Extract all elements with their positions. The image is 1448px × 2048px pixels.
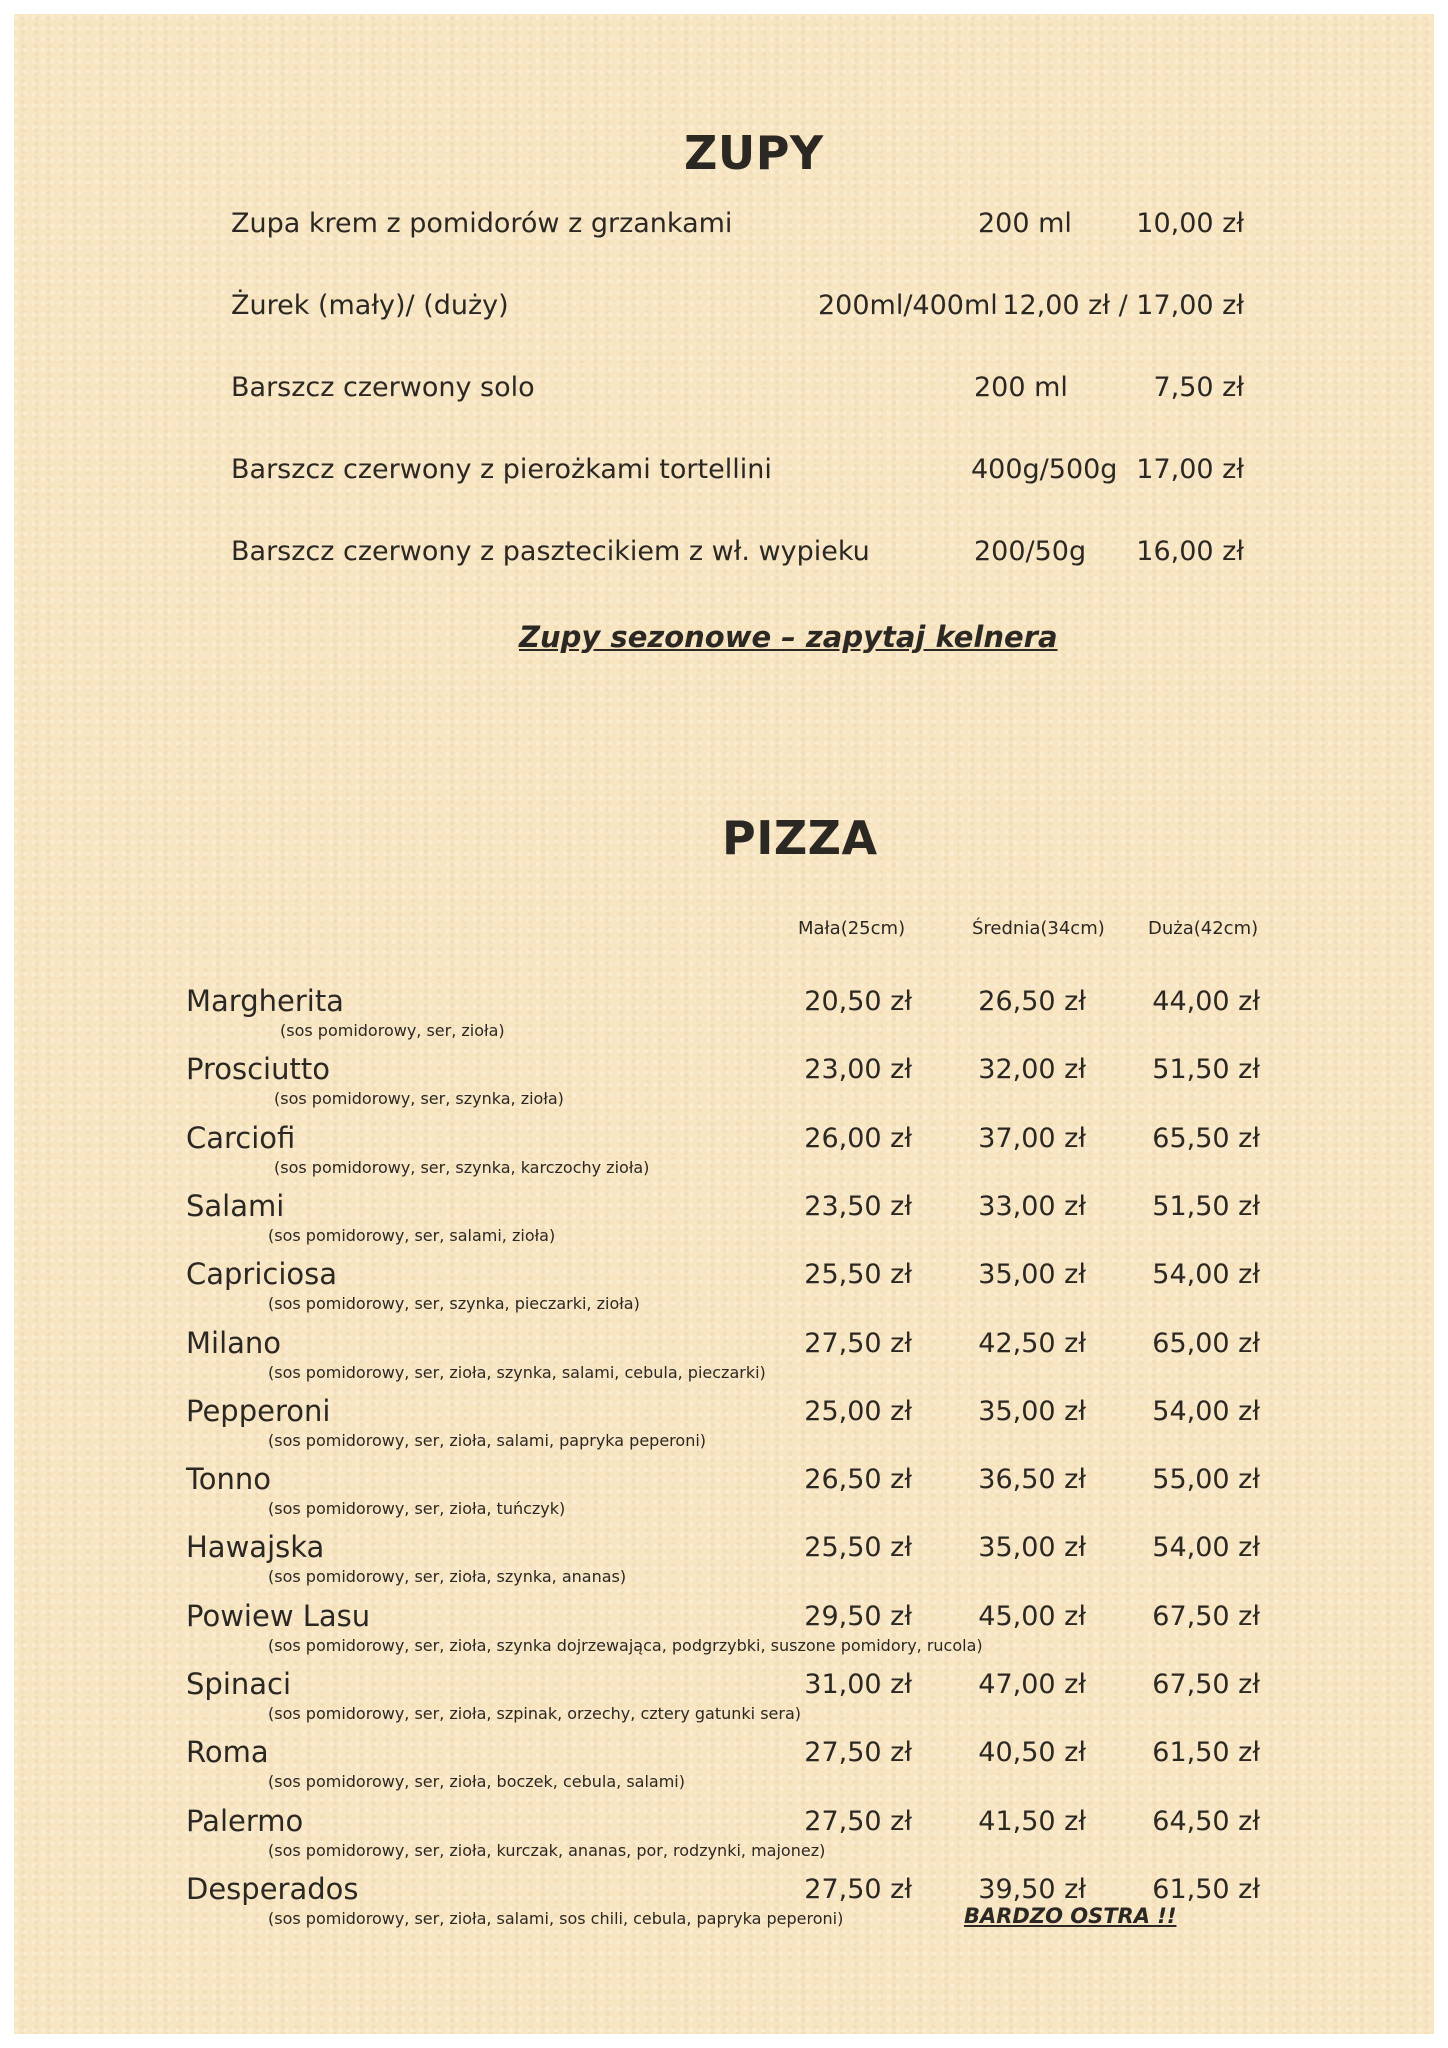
pizza-description: (sos pomidorowy, ser, szynka, zioła) [274, 1089, 564, 1109]
price-medium: 45,00 zł [978, 1600, 1086, 1632]
price-small: 25,50 zł [804, 1259, 912, 1291]
price-large: 65,50 zł [1152, 1122, 1260, 1154]
price-medium: 26,50 zł [978, 986, 1086, 1017]
pizza-name: Hawajska [186, 1530, 325, 1565]
soup-portion: 200 ml [974, 372, 1068, 403]
pizza-name: Margherita [186, 984, 344, 1018]
soup-portion: 200 ml [978, 208, 1072, 239]
size-header-small: Mała(25cm) [798, 918, 906, 939]
soup-price: 10,00 zł [1136, 208, 1244, 239]
price-medium: 42,50 zł [978, 1327, 1086, 1359]
price-small: 27,50 zł [804, 1873, 912, 1905]
pizza-description: (sos pomidorowy, ser, zioła, tuńczyk) [268, 1499, 566, 1519]
price-medium: 41,50 zł [978, 1805, 1086, 1837]
pizza-description: (sos pomidorowy, ser, zioła, kurczak, ananas, por, rodzynki, majonez) [268, 1840, 826, 1860]
price-small: 27,50 zł [804, 1737, 912, 1769]
price-large: 61,50 zł [1152, 1737, 1260, 1769]
price-small: 31,00 zł [804, 1669, 912, 1700]
pizza-description: (sos pomidorowy, ser, zioła, szynka, ananas) [268, 1567, 627, 1587]
soup-price: 17,00 zł [1136, 454, 1244, 485]
menu-page [14, 14, 1434, 2034]
pizza-description: (sos pomidorowy, ser, salami, zioła) [268, 1225, 556, 1245]
price-large: 51,50 zł [1152, 1054, 1260, 1086]
pizza-name: Prosciutto [186, 1052, 330, 1087]
pizza-heading: PIZZA [722, 811, 878, 865]
price-medium: 47,00 zł [978, 1669, 1086, 1700]
price-small: 27,50 zł [804, 1805, 912, 1837]
price-large: 54,00 zł [1152, 1395, 1260, 1427]
soup-name: Barszcz czerwony solo [231, 372, 535, 403]
price-large: 55,00 zł [1152, 1464, 1260, 1496]
price-large: 54,00 zł [1152, 1259, 1260, 1291]
pizza-name: Pepperoni [186, 1393, 331, 1428]
pizza-name: Powiew Lasu [186, 1598, 371, 1633]
price-large: 64,50 zł [1152, 1805, 1260, 1837]
pizza-name: Capriciosa [186, 1257, 338, 1292]
soup-portion: 200ml/400ml [818, 290, 998, 321]
size-header-large: Duża(42cm) [1148, 918, 1259, 939]
soup-price: 12,00 zł / 17,00 zł [1002, 290, 1244, 321]
price-large: 51,50 zł [1152, 1190, 1260, 1222]
soup-name: Barszcz czerwony z pasztecikiem z wł. wypieku [231, 536, 870, 567]
price-small: 23,50 zł [804, 1190, 912, 1222]
soup-portion: 200/50g [974, 536, 1087, 567]
price-large: 67,50 zł [1152, 1600, 1260, 1632]
price-small: 25,50 zł [804, 1532, 912, 1564]
soup-name: Żurek (mały)/ (duży) [231, 290, 509, 321]
pizza-description: (sos pomidorowy, ser, zioła, salami, sos chili, cebula, papryka peperoni) [268, 1908, 844, 1928]
pizza-description: (sos pomidorowy, ser, zioła, boczek, cebula, salami) [268, 1772, 685, 1792]
pizza-name: Carciofi [186, 1120, 296, 1155]
soups-heading: ZUPY [684, 126, 824, 180]
price-medium: 35,00 zł [978, 1395, 1086, 1427]
price-medium: 36,50 zł [978, 1464, 1086, 1496]
pizza-description: (sos pomidorowy, ser, zioła, salami, papryka peperoni) [268, 1430, 707, 1450]
price-small: 23,00 zł [804, 1054, 912, 1086]
pizza-description: (sos pomidorowy, ser, zioła, szpinak, orzechy, cztery gatunki sera) [268, 1704, 802, 1723]
price-medium: 40,50 zł [978, 1737, 1086, 1769]
soup-price: 7,50 zł [1153, 372, 1244, 403]
pizza-name: Tonno [186, 1462, 272, 1497]
price-large: 67,50 zł [1152, 1669, 1260, 1700]
price-medium: 33,00 zł [978, 1190, 1086, 1222]
price-large: 65,00 zł [1152, 1327, 1260, 1359]
price-large: 54,00 zł [1152, 1532, 1260, 1564]
pizza-name: Milano [186, 1325, 282, 1360]
price-small: 25,00 zł [804, 1395, 912, 1427]
pizza-description: (sos pomidorowy, ser, szynka, karczochy zioła) [274, 1157, 650, 1177]
price-medium: 32,00 zł [978, 1054, 1086, 1086]
price-medium: 37,00 zł [978, 1122, 1086, 1154]
price-small: 26,50 zł [804, 1464, 912, 1496]
pizza-name: Desperados [186, 1871, 359, 1906]
soup-name: Barszcz czerwony z pierożkami tortellini [231, 454, 772, 485]
pizza-name: Palermo [186, 1803, 304, 1838]
pizza-name: Salami [186, 1188, 285, 1223]
pizza-description: (sos pomidorowy, ser, szynka, pieczarki, zioła) [268, 1294, 640, 1314]
soup-name: Zupa krem z pomidorów z grzankami [231, 208, 733, 239]
pizza-name: Roma [186, 1735, 269, 1770]
price-small: 20,50 zł [804, 986, 912, 1017]
soup-portion: 400g/500g [971, 454, 1118, 485]
size-header-medium: Średnia(34cm) [972, 918, 1105, 939]
spicy-warning: BARDZO OSTRA !! [964, 1903, 1177, 1928]
seasonal-soups-note: Zupy sezonowe – zapytaj kelnera [519, 620, 1058, 654]
pizza-description: (sos pomidorowy, ser, zioła, szynka, salami, cebula, pieczarki) [268, 1362, 766, 1382]
pizza-name: Spinaci [186, 1667, 292, 1701]
price-medium: 35,00 zł [978, 1259, 1086, 1291]
price-medium: 39,50 zł [978, 1873, 1086, 1905]
pizza-description: (sos pomidorowy, ser, zioła, szynka dojrzewająca, podgrzybki, suszone pomidory, rucola) [268, 1635, 983, 1655]
soup-price: 16,00 zł [1136, 536, 1244, 567]
price-large: 61,50 zł [1152, 1873, 1260, 1905]
price-large: 44,00 zł [1152, 986, 1260, 1017]
price-small: 29,50 zł [804, 1600, 912, 1632]
price-medium: 35,00 zł [978, 1532, 1086, 1564]
price-small: 26,00 zł [804, 1122, 912, 1154]
price-small: 27,50 zł [804, 1327, 912, 1359]
pizza-description: (sos pomidorowy, ser, zioła) [280, 1021, 505, 1040]
